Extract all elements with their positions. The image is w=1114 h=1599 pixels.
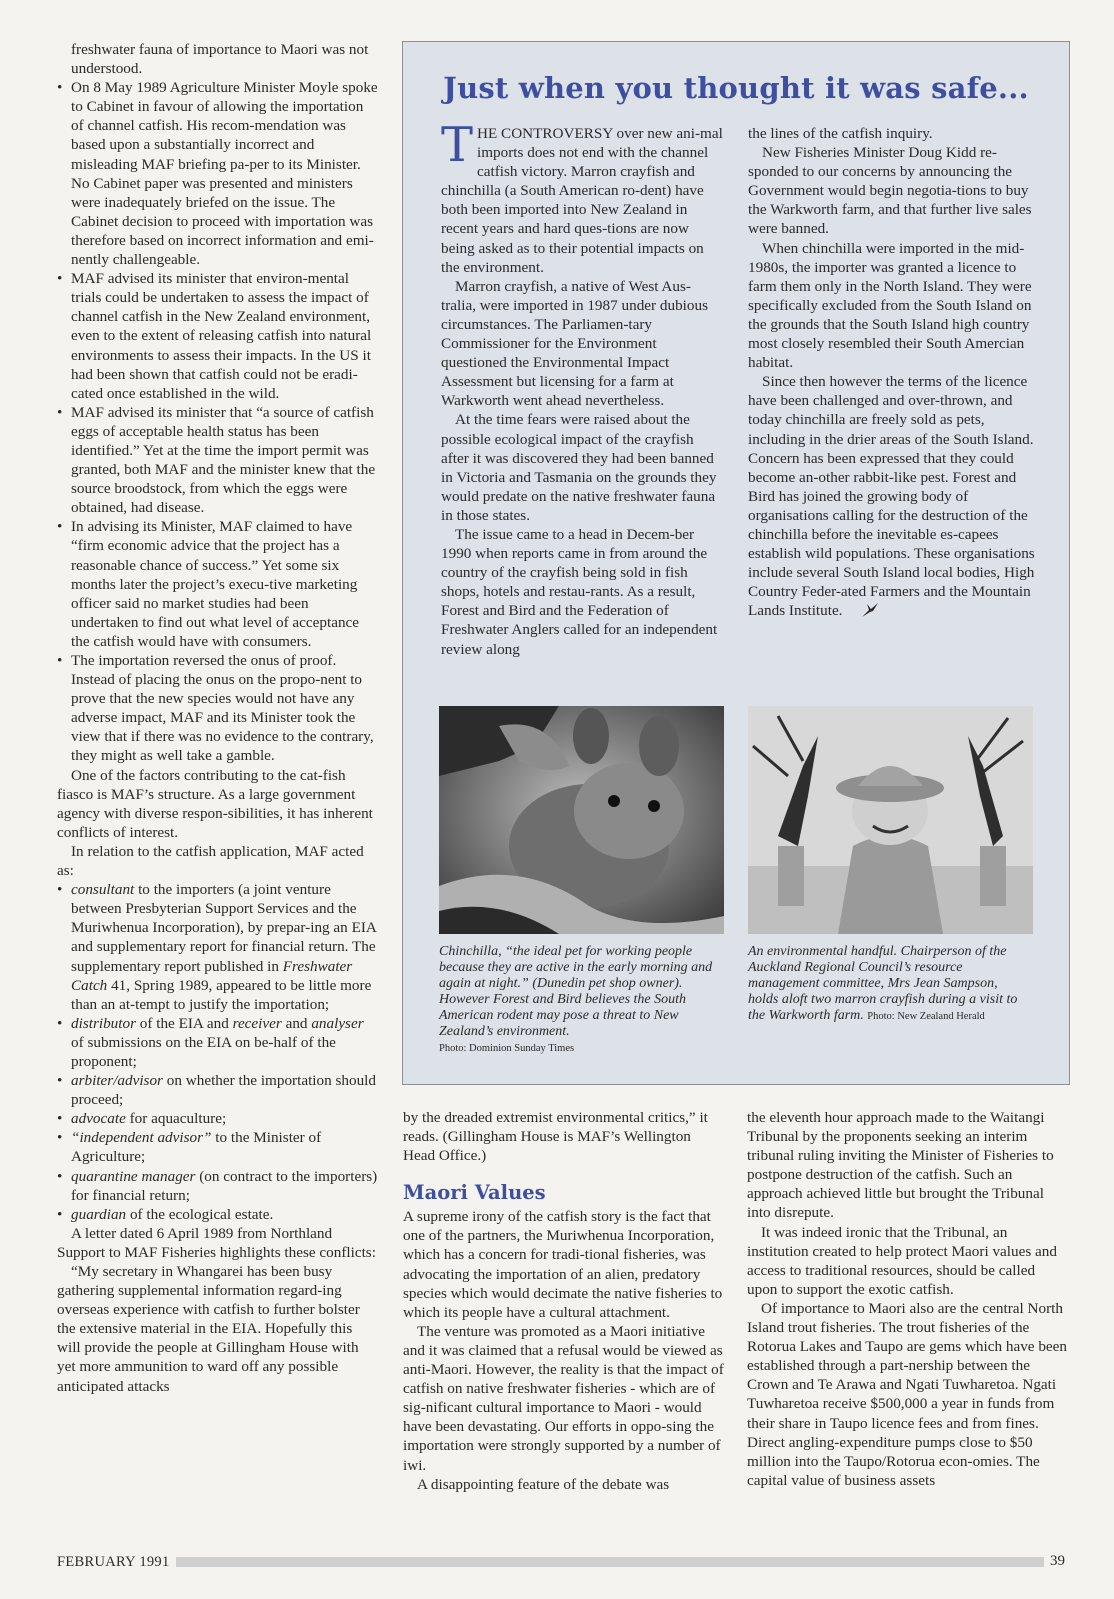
sidebar-paragraph: Since then however the terms of the licence have been challenged and over-thrown, and today chinchilla are freely sold as pets, including in the drier areas of the South Island. Concern has been expressed that they could become an-other rabbit-like pest. Forest and Bird has joined the growing body of organisations calling for the destruction of the chinchilla before the inevitable es-capees establish wild populations. These organisations include several South Island local bodies, High Country Feder-ated Farmers and the Mountain Lands Institute. — [748, 372, 1044, 624]
role-item — [57, 880, 379, 1014]
role-name: quarantine manager — [71, 1167, 196, 1185]
list-item: • MAF advised its minister that environ-mental trials could be undertaken to assess the impact of channel catfish in the New Zealand environment, even to the extent of releasing catfish into natural environments to assess their impacts. In the US it had been shown that catfish could not be eradi-cated once established in the wild. — [57, 269, 379, 403]
role-text: to the importers (a joint venture between Presbyterian Support Services and the Muriwhenua Incorporation), by prepar-ing an EIA and supplementary report for financial return. The supplementary report published in — [71, 881, 377, 975]
paragraph: by the dreaded extremist environmental critics,” it reads. (Gillingham House is MAF’s Wellington Head Office.) — [403, 1109, 708, 1165]
role-name: distributor — [71, 1014, 136, 1032]
section-heading: Maori Values — [403, 1181, 546, 1205]
role-text: of the ecological estate. — [126, 1205, 274, 1223]
role-name: guardian — [71, 1205, 127, 1223]
sidebar-column-left — [441, 117, 723, 659]
role-item — [57, 1167, 379, 1205]
role-text: and — [281, 1014, 312, 1032]
role-text: of the EIA and — [136, 1014, 233, 1032]
caption-text: Chinchilla, “the ideal pet for working people because they are active in the early morning and again at night.” (Dunedin pet shop owner). However Forest and Bird believes the South American rodent may pose a threat to New Zealand’s environment. — [439, 944, 713, 1039]
paragraph-quote: “My secretary in Whangarei has been busy gathering supplemental information regard-ing overseas experience with catfish to further bolster the extensive material in the EIA. Hopefully this will provide the people at Gillingham House with yet more ammunition to ward off any possible anticipated attacks — [57, 1263, 360, 1395]
sidebar-paragraph: At the time fears were raised about the possible ecological impact of the crayfish after it was discovered they had been banned in Victoria and Tasmania on the grounds they would predate on the native freshwater fauna in those states. — [441, 411, 717, 524]
role-text: (on contract to the importers) for financial return; — [71, 1167, 378, 1204]
page-number: 39 — [1050, 1553, 1065, 1569]
role-item — [57, 1071, 379, 1109]
role-item — [57, 1109, 379, 1128]
role-text: 41, Spring 1989, appeared to be little more than an at-tempt to justify the importation; — [71, 976, 372, 1013]
sidebar-title: Just when you thought it was safe... — [443, 71, 1029, 105]
role-name: consultant — [71, 881, 135, 899]
role-item — [57, 1014, 379, 1071]
role-item — [57, 1128, 379, 1166]
paragraph: A supreme irony of the catfish story is the fact that one of the partners, the Muriwhenua Incorporation, which has a concern for tradi-tional fisheries, was advocating the importation of an alien, predatory species which would decimate the native fisheries to which its people have a cultural attachment. — [403, 1208, 723, 1321]
role-name: analyser — [311, 1014, 364, 1032]
role-text: for aquaculture; — [125, 1110, 227, 1128]
bullet-list — [57, 78, 379, 765]
drop-cap: T — [441, 117, 474, 173]
paragraph: The venture was promoted as a Maori initiative and it was claimed that a refusal would be viewed as anti-Maori. However, the reality is that the impact of catfish on native freshwater fisheries - which are of sig-nificant cultural importance to Maori - would have been devastating. Our efforts in oppo-sing the importation were strongly supported by a number of iwi. — [403, 1322, 724, 1474]
footer-rule — [176, 1557, 1044, 1567]
journal-title: Freshwater Catch — [71, 957, 353, 994]
role-name: advocate — [71, 1110, 126, 1128]
left-column — [57, 40, 379, 1396]
paragraph: Of importance to Maori also are the central North Island trout fisheries. The trout fisheries of the Rotorua Lakes and Taupo are gems which have been established through a part-nership between the Crown and Te Arawa and Ngati Tuwharetoa. Ngati Tuwharetoa receive $500,000 a year in funds from their share in Taupo licence fees and from fines. Direct angling-expenditure pumps close to $50 million into the Taupo/Rotorua econ-omies. The capital value of business assets — [747, 1299, 1068, 1489]
bird-silhouette-icon — [846, 601, 880, 624]
paragraph-fiasco: One of the factors contributing to the cat-fish fiasco is MAF’s structure. As a large government agency with diverse respon-sibilities, it has inherent conflicts of interest. — [57, 766, 373, 841]
caption-text: An environmental handful. Chairperson of the Auckland Regional Council’s resource management committee, Mrs Jean Sampson, holds aloft two marron crayfish during a visit to the Warkworth farm. — [748, 944, 1018, 1023]
chinchilla-photo — [439, 706, 724, 934]
sidebar-paragraph: New Fisheries Minister Doug Kidd re-sponded to our concerns by announcing the Government would begin negotia-tions to buy the Warkworth farm, and that further live sales were banned. — [748, 144, 1032, 238]
role-text: on whether the importation should proceed; — [71, 1072, 376, 1109]
role-name: “independent advisor” — [71, 1129, 212, 1147]
photo-credit: Photo: New Zealand Herald — [867, 1011, 985, 1022]
middle-column — [403, 1108, 725, 1494]
sidebar-paragraph: the lines of the catfish inquiry. — [748, 125, 933, 142]
list-item: • In advising its Minister, MAF claimed to have “firm economic advice that the project has a reasonable chance of success.” Yet some six months later the project’s execu-tive marketing officer said no market studies had been undertaken to find out what level of acceptance the catfish would have with consumers. — [57, 517, 379, 651]
role-item — [57, 1205, 379, 1224]
crayfish-photo — [748, 706, 1033, 934]
list-item: • MAF advised its minister that “a source of catfish eggs of acceptable health status has been identified.” Yet at the time the import permit was granted, both MAF and the minister knew that the source broodstock, from which the eggs were obtained, had disease. — [57, 403, 379, 518]
paragraph: A disappointing feature of the debate was — [417, 1475, 670, 1493]
list-item: • On 8 May 1989 Agriculture Minister Moyle spoke to Cabinet in favour of allowing the importation of channel catfish. His recom-mendation was based upon a substantially incorrect and misleading MAF briefing pa-per to its Minister. No Cabinet paper was presented and ministers were inadequately briefed on the issue. The Cabinet decision to proceed with importation was therefore based on incorrect information and emi-nently challengeable. — [57, 78, 379, 269]
crayfish-caption — [748, 944, 1028, 1025]
photo-credit: Photo: Dominion Sunday Times — [439, 1043, 575, 1054]
footer-date: FEBRUARY 1991 — [57, 1554, 170, 1570]
sidebar-paragraph: THE CONTROVERSY over new ani-mal imports does not end with the channel catfish victory. Marron crayfish and chinchilla (a South American ro-dent) have both been imported into New Zealand in recent years and hard ques-tions are now being asked as to their potential impacts on the environment. — [441, 117, 723, 276]
role-name: arbiter/advisor — [71, 1072, 163, 1090]
chinchilla-caption — [439, 944, 724, 1057]
paragraph: the eleventh hour approach made to the Waitangi Tribunal by the proponents seeking an interim tribunal ruling inviting the Minister of Fisheries to postpone destruction of the catfish. Such an approach achieved little but brought the Tribunal into disrepute. — [747, 1109, 1054, 1222]
paragraph-letter: A letter dated 6 April 1989 from Northland Support to MAF Fisheries highlights these conflicts: — [57, 1224, 376, 1261]
role-text: to the Minister of Agriculture; — [71, 1129, 322, 1166]
sidebar-box — [402, 41, 1070, 1085]
sidebar-paragraph: When chinchilla were imported in the mid-1980s, the importer was granted a licence to farm them only in the North Island. They were specifically excluded from the South Island on the grounds that the South Island high country most closely resembled their South Amercian habitat. — [748, 239, 1032, 372]
sidebar-paragraph: The issue came to a head in Decem-ber 1990 when reports came in from around the country of the crayfish being sold in fish shops, hotels and restau-rants. As a result, Forest and Bird and the Federation of Freshwater Anglers called for an independent review along — [441, 525, 718, 658]
role-name: receiver — [232, 1014, 282, 1032]
list-item: • The importation reversed the onus of proof. Instead of placing the onus on the propo-nent to prove that the new species would not have any adverse impact, MAF and its Minister took the view that if there was no evidence to the contrary, they might as well take a gamble. — [57, 651, 379, 766]
right-column — [747, 1108, 1069, 1490]
roles-list — [57, 880, 379, 1224]
lead-fragment: freshwater fauna of importance to Maori was not understood. — [71, 41, 369, 78]
sidebar-paragraph: Marron crayfish, a native of West Aus-tralia, were imported in 1987 under dubious circumstances. The Parliamen-tary Commissioner for the Environment questioned the Environmental Impact Assessment but licensing for a farm at Warkworth went ahead nevertheless. — [441, 277, 708, 410]
paragraph-acted-as: In relation to the catfish application, MAF acted as: — [57, 842, 364, 880]
role-text: of submissions on the EIA on be-half of the proponent; — [71, 1033, 336, 1070]
sidebar-column-right — [748, 124, 1044, 624]
paragraph: It was indeed ironic that the Tribunal, an institution created to help protect Maori values and access to traditional resources, should be called upon to support the exotic catfish. — [747, 1223, 1057, 1298]
